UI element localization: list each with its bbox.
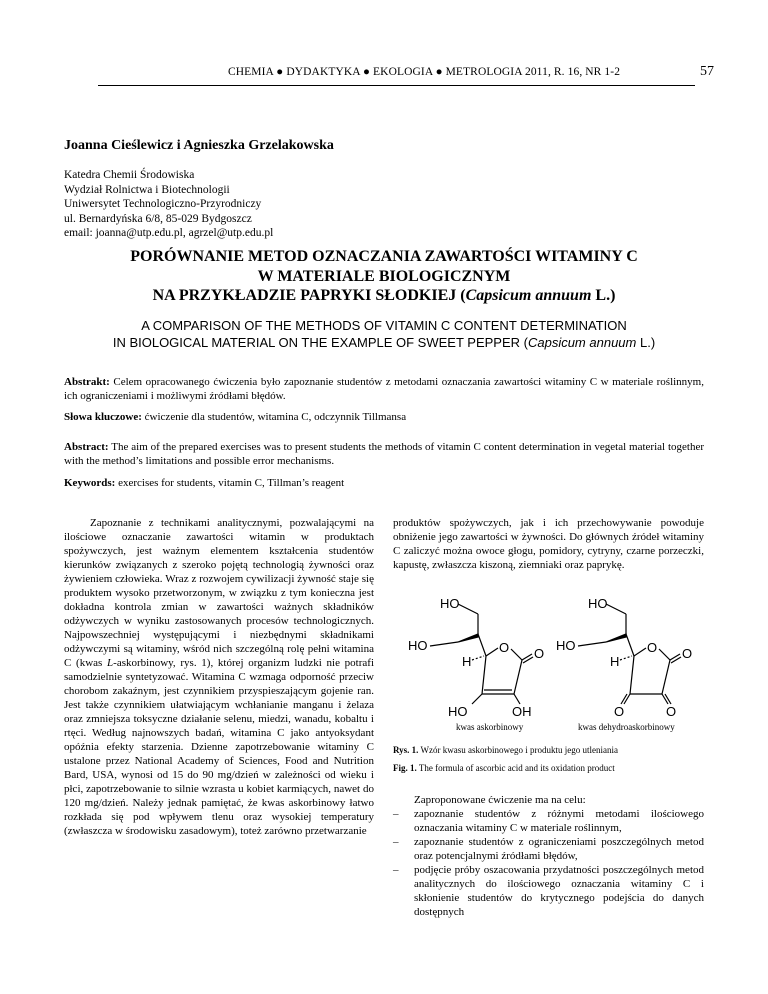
figure-label-ascorbic: kwas askorbinowy — [456, 722, 524, 732]
caption-en-text: The formula of ascorbic acid and its oxidation product — [416, 763, 615, 773]
title-en-text: IN BIOLOGICAL MATERIAL ON THE EXAMPLE OF SWEET PEPPER ( — [112, 335, 528, 350]
title-pl-line: W MATERIALE BIOLOGICZNYM — [257, 267, 511, 285]
abstract-pl-label: Abstrakt: — [64, 376, 110, 388]
caption-en-label: Fig. 1. — [393, 763, 417, 773]
affiliation — [64, 168, 273, 241]
figure-label-dehydroascorbic: kwas dehydroaskorbinowy — [578, 722, 675, 732]
goals-list-item: – zapoznanie studentów z ograniczeniami poszczególnych metod oraz potencjalnymi źródłami błędów, — [393, 835, 704, 863]
goals-intro: Zaproponowane ćwiczenie ma na celu: — [414, 794, 586, 806]
title-en-text: L.) — [636, 335, 656, 350]
title-pl-text: L.) — [591, 287, 616, 304]
atom-label: O — [682, 646, 693, 661]
title-polish — [64, 247, 704, 306]
abstract-pl-text: Celem opracowanego ćwiczenia było zapoznanie studentów z metodami oznaczania zawartości witaminy C w materiale roślinnym, ich ograniczeniami i możliwymi źródłami błędów. — [64, 376, 704, 402]
keywords-en-label: Keywords: — [64, 477, 116, 489]
atom-label: O — [647, 640, 658, 655]
body-text: -askorbinowy, rys. 1), której organizm ludzki nie potrafi samodzielnie syntetyzować. Witamina C wzmaga odporność przeciw chorobom zakaźnym, jest czynnikiem przyspieszającym gojenie ran. Jest także czynnikiem ułatwiającym wchłanianie manganu i żelaza oraz zmniejsza toksyczne działanie selenu, miedzi, wanadu, kobaltu i rtęci. Według najnowszych badań, witamina C jako antyoksydant opóźnia efekty starzenia. Dzienne zapotrzebowanie witaminy C ustalone przez National Academy of Sciences, Food and Nutrition Bard, USA, wynosi od 15 do 90 mg/dzień w zależności od wieku i płci, zapotrzebowanie to silnie wzrasta u kobiet karmiących, nawet do 120 mg/dzień. Należy jednak pamiętać, że kwas askorbinowy łatwo rozkłada się pod wpływem tlenu oraz wysokiej temperatury (zwłaszcza w środowisku zasadowym), toteż zarówno przetwarzanie — [64, 657, 374, 837]
atom-label: O — [666, 704, 677, 719]
dehydroascorbic-acid-structure — [578, 604, 681, 704]
title-pl-line — [64, 286, 704, 306]
body-text-italic: L — [107, 657, 114, 669]
body-text: Zapoznanie z technikami analitycznymi, pozwalającymi na ilościowe oznaczanie zawartości witamin w produktach spożywczych, jest ważnym elementem kształcenia studentów kierunków związanych z szeroko pojętą technologią żywności oraz żywieniem człowieka. Wraz z rozwojem cywilizacji żywność staje się produktem wysoko przetworzonym, w związku z tym konieczna jest dokładna kontrola zmian w zawartości ważnych składników odżywczych w wyniku zastosowanych procesów technologicznych. Najpowszechniej występującymi i niezbędnymi składnikami odżywczymi są witaminy, wśród nich szczególną rolę pełni witamina C (kwas — [64, 517, 374, 669]
atom-label: O — [534, 646, 545, 661]
atom-label: HO — [448, 704, 468, 719]
page-number: 57 — [700, 64, 714, 79]
caption-pl-label: Rys. 1. — [393, 745, 419, 755]
body-right-column: produktów spożywczych, jak i ich przechowywanie powoduje obniżenie jego zawartości w żywności. Do głównych źródeł witaminy C zaliczyć można owoce głogu, pomidory, cytryny, czarne porzeczki, kapustę, zwłaszcza kiszoną, ziemniaki oraz paprykę. — [393, 517, 704, 571]
atom-label: H — [610, 654, 620, 669]
authors: Joanna Cieślewicz i Agnieszka Grzelakowska — [64, 138, 334, 153]
affiliation-line: Katedra Chemii Środowiska — [64, 169, 195, 181]
abstract-en-text: The aim of the prepared exercises was to present students the methods of vitamin C content determination in vegetal material together with the method’s limitations and possible error mechanisms. — [64, 441, 704, 467]
abstract-english — [64, 440, 704, 468]
atom-label: O — [614, 704, 625, 719]
keywords-english — [64, 476, 704, 490]
keywords-pl-label: Słowa kluczowe: — [64, 411, 142, 423]
affiliation-line: Wydział Rolnictwa i Biotechnologii — [64, 183, 230, 196]
affiliation-line: ul. Bernardyńska 6/8, 85-029 Bydgoszcz — [64, 212, 252, 225]
keywords-polish — [64, 410, 704, 424]
goals-list-item: – podjęcie próby oszacowania przydatności poszczególnych metod analitycznych do ilościowego oznaczania witaminy C i skłonienie studentów do krytycznego podejścia do danych dostępnych — [393, 863, 704, 919]
keywords-en-text: exercises for students, vitamin C, Tillman’s reagent — [115, 477, 345, 489]
keywords-pl-text: ćwiczenie dla studentów, witamina C, odczynnik Tillmansa — [141, 411, 407, 423]
figure-caption-english — [393, 762, 723, 774]
title-pl-line: PORÓWNANIE METOD OZNACZANIA ZAWARTOŚCI WITAMINY C — [130, 248, 638, 265]
goals-list — [393, 807, 704, 919]
atom-label: H — [462, 654, 472, 669]
title-pl-text: NA PRZYKŁADZIE PAPRYKI SŁODKIEJ ( — [152, 287, 466, 304]
title-en-species: Capsicum annuum — [527, 335, 637, 350]
atom-label: HO — [408, 638, 428, 653]
title-english — [64, 317, 704, 351]
body-left-column — [64, 516, 374, 838]
goals-section — [393, 793, 704, 919]
goals-list-item: – zapoznanie studentów z różnymi metodami ilościowego oznaczania witaminy C w materiale roślinnym, — [393, 807, 704, 835]
atom-label: O — [499, 640, 510, 655]
affiliation-email: email: joanna@utp.edu.pl, agrzel@utp.edu.pl — [64, 227, 274, 239]
ascorbic-acid-structure — [430, 604, 533, 704]
atom-label: HO — [556, 638, 576, 653]
title-en-line: A COMPARISON OF THE METHODS OF VITAMIN C CONTENT DETERMINATION — [141, 318, 627, 333]
running-header: CHEMIA ● DYDAKTYKA ● EKOLOGIA ● METROLOGIA 2011, R. 16, NR 1-2 — [228, 66, 621, 78]
title-en-line — [64, 334, 704, 351]
atom-label: HO — [440, 596, 460, 611]
header-rule — [98, 85, 695, 86]
title-pl-species: Capsicum annuum — [465, 287, 592, 304]
abstract-polish — [64, 375, 704, 403]
figure-caption-polish — [393, 744, 723, 756]
ascorbic-acid-structures-figure — [400, 588, 700, 720]
caption-pl-text: Wzór kwasu askorbinowego i produktu jego utleniania — [418, 745, 618, 755]
atom-label: HO — [588, 596, 608, 611]
atom-label: OH — [512, 704, 532, 719]
abstract-en-label: Abstract: — [64, 441, 109, 453]
affiliation-line: Uniwersytet Technologiczno-Przyrodniczy — [64, 198, 262, 210]
